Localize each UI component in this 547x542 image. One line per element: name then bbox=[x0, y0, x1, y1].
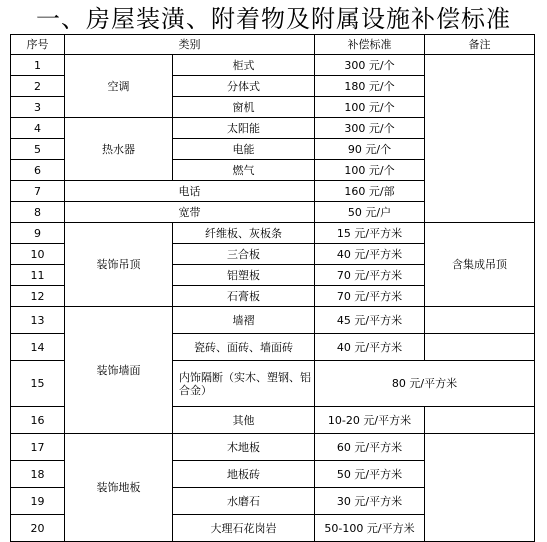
row-number: 13 bbox=[11, 307, 65, 334]
header-standard: 补偿标准 bbox=[315, 35, 425, 55]
item-price: 30 元/平方米 bbox=[315, 488, 425, 515]
page-title: 一、房屋装潢、附着物及附属设施补偿标准 bbox=[36, 5, 511, 33]
note-ceiling: 含集成吊顶 bbox=[425, 223, 535, 307]
item-price: 15 元/平方米 bbox=[315, 223, 425, 244]
item-price: 90 元/个 bbox=[315, 139, 425, 160]
item-name: 宽带 bbox=[65, 202, 315, 223]
item-name: 燃气 bbox=[173, 160, 315, 181]
item-name: 石膏板 bbox=[173, 286, 315, 307]
note-cell bbox=[425, 307, 535, 334]
compensation-table bbox=[10, 34, 535, 542]
item-name: 电能 bbox=[173, 139, 315, 160]
row-number: 19 bbox=[11, 488, 65, 515]
table-row bbox=[11, 307, 535, 334]
item-name: 水磨石 bbox=[173, 488, 315, 515]
item-name: 瓷砖、面砖、墙面砖 bbox=[173, 334, 315, 361]
table-row bbox=[11, 434, 535, 461]
item-name: 三合板 bbox=[173, 244, 315, 265]
item-name: 电话 bbox=[65, 181, 315, 202]
group-ceiling: 装饰吊顶 bbox=[65, 223, 173, 307]
row-number: 20 bbox=[11, 515, 65, 542]
note-cell bbox=[425, 55, 535, 223]
row-number: 7 bbox=[11, 181, 65, 202]
note-cell bbox=[425, 334, 535, 361]
header-note: 备注 bbox=[425, 35, 535, 55]
item-name: 大理石花岗岩 bbox=[173, 515, 315, 542]
row-number: 9 bbox=[11, 223, 65, 244]
row-number: 3 bbox=[11, 97, 65, 118]
table-row bbox=[11, 55, 535, 76]
item-price: 50 元/户 bbox=[315, 202, 425, 223]
item-price: 45 元/平方米 bbox=[315, 307, 425, 334]
row-number: 17 bbox=[11, 434, 65, 461]
item-price: 100 元/个 bbox=[315, 97, 425, 118]
row-number: 8 bbox=[11, 202, 65, 223]
item-name: 木地板 bbox=[173, 434, 315, 461]
item-name: 其他 bbox=[173, 407, 315, 434]
item-price: 50 元/平方米 bbox=[315, 461, 425, 488]
note-cell bbox=[425, 407, 535, 434]
item-name: 窗机 bbox=[173, 97, 315, 118]
row-number: 11 bbox=[11, 265, 65, 286]
row-number: 16 bbox=[11, 407, 65, 434]
item-name: 柜式 bbox=[173, 55, 315, 76]
item-name: 分体式 bbox=[173, 76, 315, 97]
item-price: 40 元/平方米 bbox=[315, 334, 425, 361]
note-cell bbox=[425, 434, 535, 542]
group-wall: 装饰墙面 bbox=[65, 307, 173, 434]
row-number: 10 bbox=[11, 244, 65, 265]
item-name: 内饰隔断（实木、塑钢、铝合金） bbox=[173, 361, 315, 407]
item-name: 墙褶 bbox=[173, 307, 315, 334]
item-price: 10-20 元/平方米 bbox=[315, 407, 425, 434]
header-row bbox=[11, 35, 535, 55]
group-heater: 热水器 bbox=[65, 118, 173, 181]
row-number: 12 bbox=[11, 286, 65, 307]
row-number: 15 bbox=[11, 361, 65, 407]
item-name: 地板砖 bbox=[173, 461, 315, 488]
item-price: 300 元/个 bbox=[315, 55, 425, 76]
item-price: 60 元/平方米 bbox=[315, 434, 425, 461]
item-name: 铝塑板 bbox=[173, 265, 315, 286]
header-seq: 序号 bbox=[11, 35, 65, 55]
item-price: 300 元/个 bbox=[315, 118, 425, 139]
item-price: 180 元/个 bbox=[315, 76, 425, 97]
group-aircon: 空调 bbox=[65, 55, 173, 118]
row-number: 18 bbox=[11, 461, 65, 488]
item-name: 纤维板、灰板条 bbox=[173, 223, 315, 244]
header-category: 类别 bbox=[65, 35, 315, 55]
row-number: 1 bbox=[11, 55, 65, 76]
table-row bbox=[11, 223, 535, 244]
item-name: 太阳能 bbox=[173, 118, 315, 139]
item-price: 80 元/平方米 bbox=[315, 361, 535, 407]
item-price: 160 元/部 bbox=[315, 181, 425, 202]
item-price: 70 元/平方米 bbox=[315, 265, 425, 286]
item-price: 50-100 元/平方米 bbox=[315, 515, 425, 542]
row-number: 2 bbox=[11, 76, 65, 97]
row-number: 6 bbox=[11, 160, 65, 181]
item-price: 40 元/平方米 bbox=[315, 244, 425, 265]
row-number: 14 bbox=[11, 334, 65, 361]
item-price: 100 元/个 bbox=[315, 160, 425, 181]
row-number: 5 bbox=[11, 139, 65, 160]
group-floor: 装饰地板 bbox=[65, 434, 173, 542]
item-price: 70 元/平方米 bbox=[315, 286, 425, 307]
row-number: 4 bbox=[11, 118, 65, 139]
